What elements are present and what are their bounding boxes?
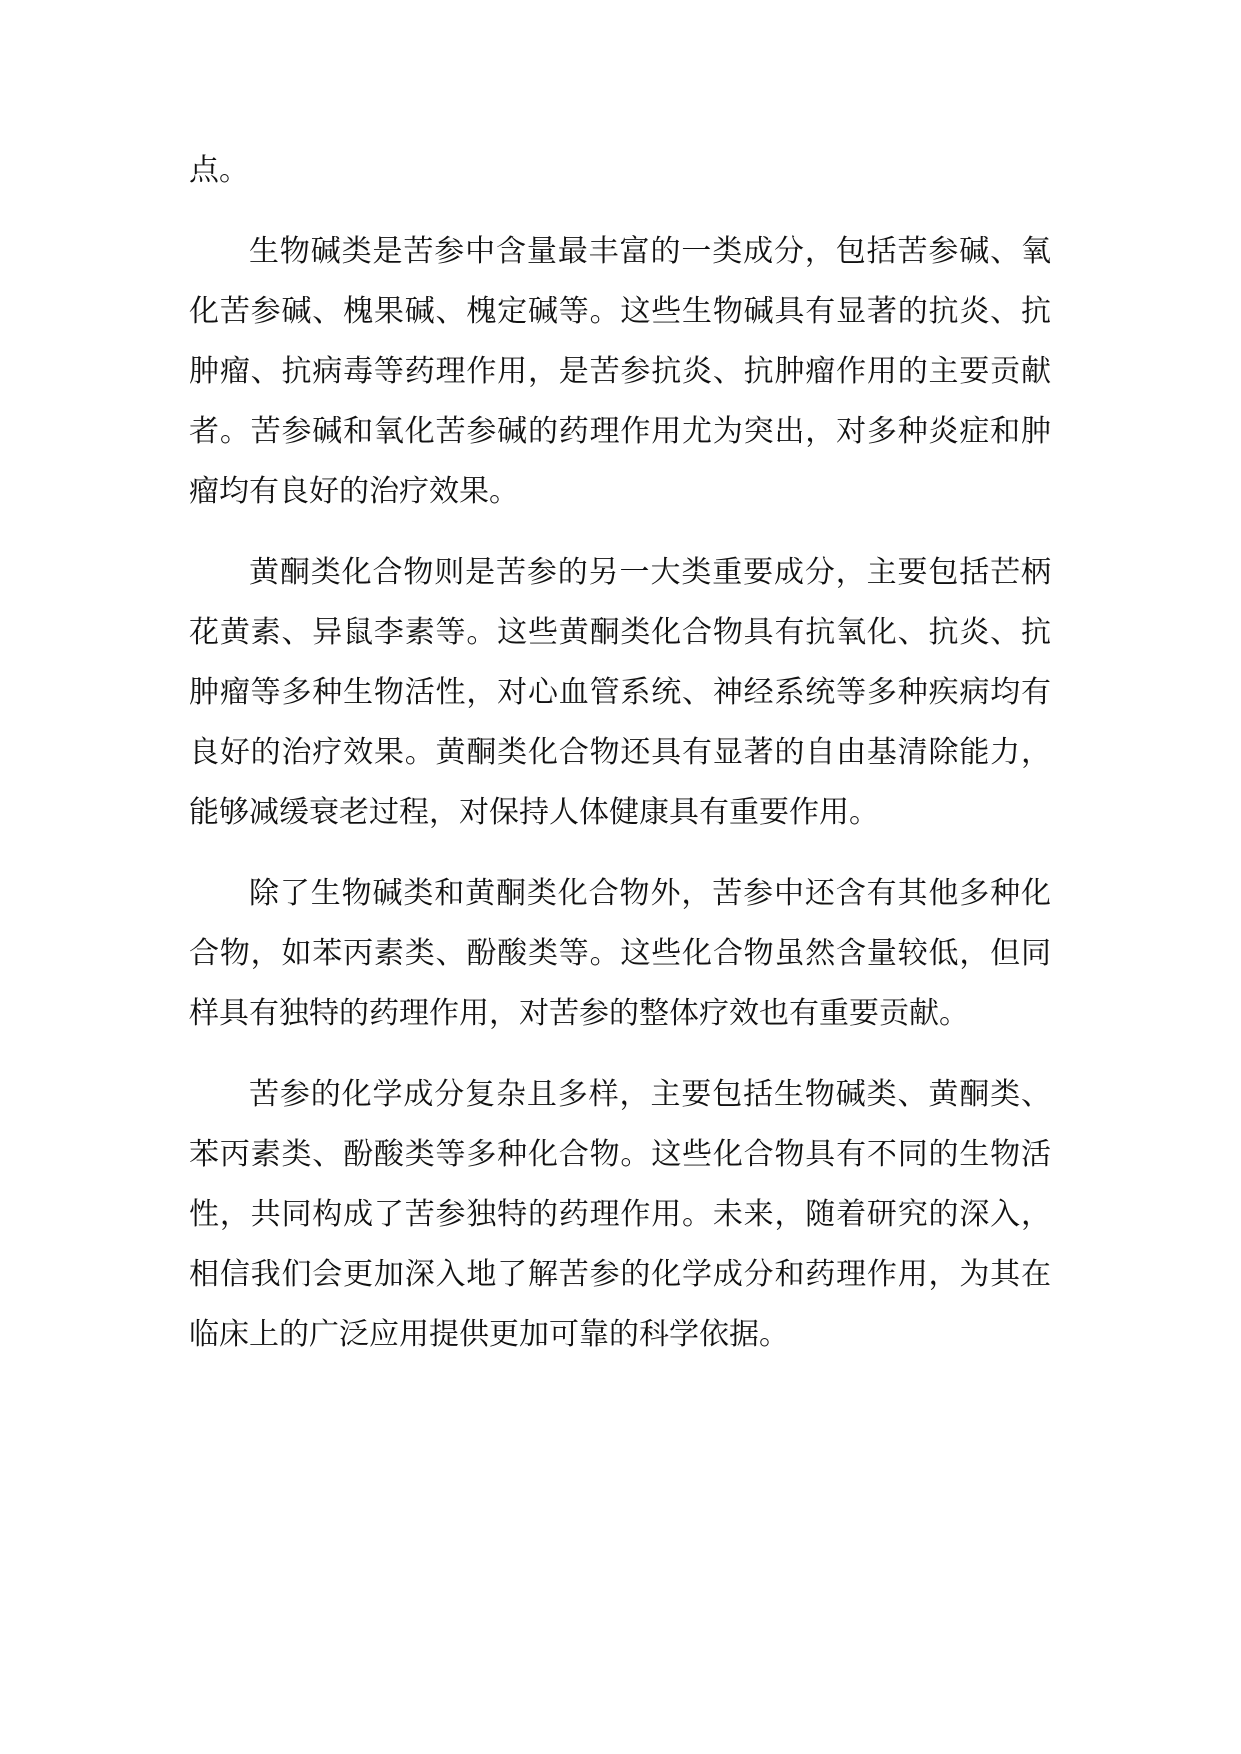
paragraph-continuation: 点。 [189,153,249,188]
paragraph-alkaloids: 生物碱类是苦参中含量最丰富的一类成分，包括苦参碱、氧化苦参碱、槐果碱、槐定碱等。这些生物碱具有显著的抗炎、抗肿瘤、抗病毒等药理作用，是苦参抗炎、抗肿瘤作用的主要贡献者。苦参碱和氧化苦参碱的药理作用尤为突出，对多种炎症和肿瘤均有良好的治疗效果。 [189,234,1051,509]
body-text [189,141,1051,1386]
paragraph-summary: 苦参的化学成分复杂且多样，主要包括生物碱类、黄酮类、苯丙素类、酚酸类等多种化合物。这些化合物具有不同的生物活性，共同构成了苦参独特的药理作用。未来，随着研究的深入，相信我们会更加深入地了解苦参的化学成分和药理作用，为其在临床上的广泛应用提供更加可靠的科学依据。 [189,1077,1051,1352]
paragraph-other-compounds: 除了生物碱类和黄酮类化合物外，苦参中还含有其他多种化合物，如苯丙素类、酚酸类等。这些化合物虽然含量较低，但同样具有独特的药理作用，对苦参的整体疗效也有重要贡献。 [189,876,1051,1031]
paragraph-flavonoids: 黄酮类化合物则是苦参的另一大类重要成分，主要包括芒柄花黄素、异鼠李素等。这些黄酮类化合物具有抗氧化、抗炎、抗肿瘤等多种生物活性，对心血管系统、神经系统等多种疾病均有良好的治疗效果。黄酮类化合物还具有显著的自由基清除能力，能够减缓衰老过程，对保持人体健康具有重要作用。 [189,555,1051,830]
